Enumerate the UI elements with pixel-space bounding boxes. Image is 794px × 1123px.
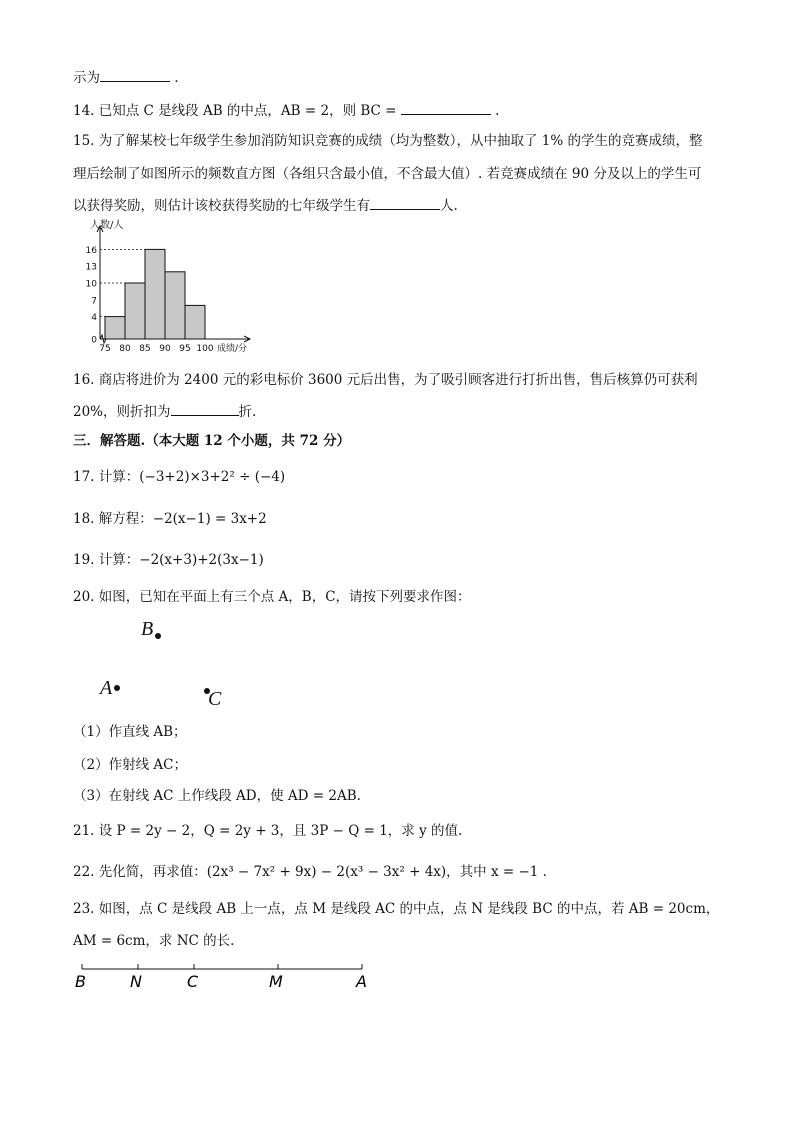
answer-blank-16[interactable] — [171, 402, 239, 416]
histogram-bar — [145, 249, 165, 339]
question-15-line2: 理后绘制了如图所示的频数直方图（各组只含最小值，不含最大值）. 若竞赛成绩在 90 分及以上的学生可 — [73, 166, 702, 182]
question-23-line2: AM = 6cm，求 NC 的长. — [73, 933, 235, 949]
question-20-part1: （1）作直线 AB； — [73, 724, 187, 740]
question-19: 19. 计算：−2(x+3)+2(3x−1) — [73, 552, 264, 568]
x-tick-label: 85 — [139, 344, 151, 354]
y-tick-label: 10 — [85, 279, 97, 290]
histogram-bar — [185, 305, 205, 339]
question-21: 21. 设 P = 2y − 2，Q = 2y + 3，且 3P − Q = 1，求 y 的值. — [73, 823, 463, 839]
label-b: B — [75, 972, 86, 991]
x-tick-label: 75 — [99, 344, 111, 354]
point-b — [155, 633, 161, 639]
section-three-heading: 三．解答题.（本大题 12 个小题，共 72 分） — [73, 433, 351, 449]
figure-23-segment — [70, 960, 380, 1000]
point-label-b: B — [141, 618, 154, 640]
histogram-bar — [165, 272, 185, 339]
y-tick-label: 16 — [85, 245, 97, 256]
question-23-line1: 23. 如图，点 C 是线段 AB 上一点，点 M 是线段 AC 的中点，点 N 是线段 BC 的中点，若 AB = 20cm， — [73, 901, 720, 917]
y-tick-label: 13 — [85, 262, 97, 273]
x-tick-label: 80 — [119, 344, 131, 354]
y-tick-label: 7 — [91, 296, 97, 307]
question-16-line1: 16. 商店将进价为 2400 元的彩电标价 3600 元后出售，为了吸引顾客进行打折出售，售后核算仍可获利 — [73, 372, 698, 388]
question-20-part3: （3）在射线 AC 上作线段 AD，使 AD = 2AB. — [73, 788, 361, 804]
question-20: 20. 如图，已知在平面上有三个点 A，B，C，请按下列要求作图： — [73, 589, 471, 605]
prev-question-end: 示为 . — [73, 70, 179, 86]
question-15-line1: 15. 为了解某校七年级学生参加消防知识竞赛的成绩（均为整数），从中抽取了 1% 的学生的竞赛成绩，整 — [73, 133, 703, 149]
question-15-line3: 以获得奖励，则估计该校获得奖励的七年级学生有 人. — [73, 198, 458, 214]
question-14: 14. 已知点 C 是线段 AB 的中点，AB = 2，则 BC = . — [73, 103, 500, 119]
answer-blank-14[interactable] — [401, 101, 491, 115]
label-m: M — [269, 972, 283, 991]
question-16-line2: 20%，则折扣为 折. — [73, 404, 257, 420]
histogram-bar — [125, 283, 145, 339]
y-tick-label: 0 — [91, 335, 97, 346]
question-22: 22. 先化简，再求值：(2x³ − 7x² + 9x) − 2(x³ − 3x² + 4x)，其中 x = −1 . — [73, 864, 547, 880]
point-a — [114, 685, 120, 691]
point-label-a: A — [100, 677, 113, 699]
question-17: 17. 计算：(−3+2)×3+2² ÷ (−4) — [73, 469, 286, 485]
question-18: 18. 解方程：−2(x−1) = 3x+2 — [73, 511, 267, 527]
x-tick-label: 100 — [196, 344, 214, 354]
point-label-c: C — [208, 688, 222, 710]
frequency-histogram — [70, 218, 270, 358]
x-axis-label: 成绩/分 — [217, 344, 248, 354]
y-tick-label: 4 — [91, 313, 97, 324]
answer-blank[interactable] — [100, 68, 170, 82]
question-20-part2: （2）作射线 AC； — [73, 757, 187, 773]
label-a: A — [356, 972, 367, 991]
x-tick-label: 95 — [179, 344, 191, 354]
histogram-bar — [105, 317, 125, 339]
y-axis-label: 人数/人 — [90, 220, 124, 231]
x-tick-label: 90 — [159, 344, 171, 354]
label-c: C — [187, 972, 199, 991]
label-n: N — [130, 972, 142, 991]
answer-blank-15[interactable] — [370, 196, 440, 210]
